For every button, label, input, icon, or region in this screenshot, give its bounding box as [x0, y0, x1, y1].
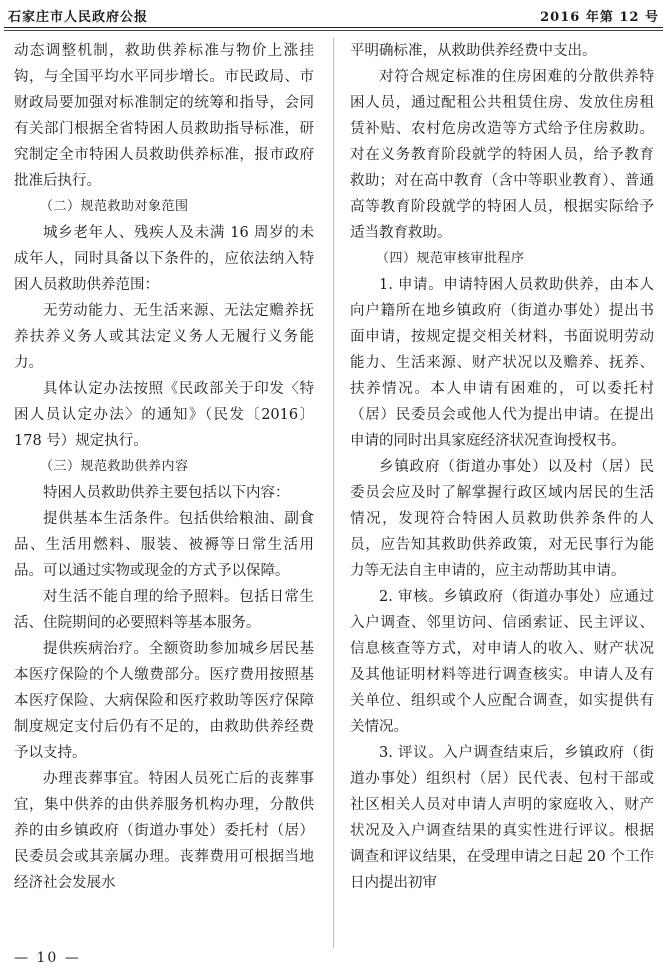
paragraph: 平明确标准，从救助供养经费中支出。: [350, 43, 597, 59]
paragraph: 提供基本生活条件。包括供给粮油、副食品、生活用燃料、服装、被褥等日常生活用品。可以通过实物或现金的方式予以保障。: [14, 511, 314, 579]
right-column: [350, 38, 654, 896]
page-header: [8, 4, 659, 26]
paragraph: 提供疾病治疗。全额资助参加城乡居民基本医疗保险的个人缴费部分。医疗费用按照基本医疗保险、大病保险和医疗救助等医疗保障制度规定支付后仍有不足的，由救助供养经费予以支持。: [14, 641, 314, 761]
paragraph: 1. 申请。申请特困人员救助供养，由本人向户籍所在地乡镇政府（街道办事处）提出书面申请，按规定提交相关材料，书面说明劳动能力、生活来源、财产状况以及赡养、抚养、扶养情况。本人申请有困难的，可以委托村（居）民委员会或他人代为提出申请。在提出申请的同时出具家庭经济状况查询授权书。: [350, 277, 654, 449]
section-heading: （四）规范审核审批程序: [376, 251, 525, 266]
section-heading: （三）规范救助供养内容: [40, 459, 189, 474]
paragraph: 城乡老年人、残疾人及未满 16 周岁的未成年人，同时具备以下条件的，应依法纳入特困人员救助供养范围：: [14, 225, 314, 293]
paragraph: 对符合规定标准的住房困难的分散供养特困人员，通过配租公共租赁住房、发放住房租赁补贴、农村危房改造等方式给予住房救助。对在义务教育阶段就学的特困人员，给予教育救助；对在高中教育（含中等职业教育）、普通高等教育阶段就学的特困人员，根据实际给予适当教育救助。: [350, 69, 654, 241]
left-column: [14, 38, 314, 896]
header-rule: [4, 27, 663, 28]
section-heading: （二）规范救助对象范围: [40, 199, 189, 214]
column-divider: [333, 38, 334, 948]
issue-number: 2016 年第 12 号: [540, 9, 659, 25]
paragraph: 无劳动能力、无生活来源、无法定赡养抚养扶养义务人或其法定义务人无履行义务能力。: [14, 303, 314, 371]
paragraph: 特困人员救助供养主要包括以下内容：: [43, 485, 290, 501]
paragraph: 2. 审核。乡镇政府（街道办事处）应通过入户调查、邻里访问、信函索证、民主评议、信息核查等方式，对申请人的收入、财产状况及其他证明材料等进行调查核实。申请人及有关单位、组织或个人应配合调查，如实提供有关情况。: [350, 589, 654, 735]
page-number: — 10 —: [14, 950, 81, 966]
paragraph: 具体认定办法按照《民政部关于印发〈特困人员认定办法〉的通知》（民发〔2016〕178 号）规定执行。: [14, 381, 314, 449]
header-rule-thin: [4, 30, 663, 31]
paragraph: 3. 评议。入户调查结束后，乡镇政府（街道办事处）组织村（居）民代表、包村干部或社区相关人员对申请人声明的家庭收入、财产状况及入户调查结果的真实性进行评议。根据调查和评议结果，在受理申请之日起 20 个工作日内提出初审: [350, 745, 654, 891]
publication-title: 石家庄市人民政府公报: [8, 9, 149, 25]
paragraph: 办理丧葬事宜。特困人员死亡后的丧葬事宜，集中供养的由供养服务机构办理，分散供养的由乡镇政府（街道办事处）委托村（居）民委员会或其亲属办理。丧葬费用可根据当地经济社会发展水: [14, 771, 314, 891]
paragraph: 对生活不能自理的给予照料。包括日常生活、住院期间的必要照料等基本服务。: [14, 589, 314, 631]
paragraph: 乡镇政府（街道办事处）以及村（居）民委员会应及时了解掌握行政区域内居民的生活情况，发现符合特困人员救助供养条件的人员，应告知其救助供养政策，对无民事行为能力等无法自主申请的，应主动帮助其申请。: [350, 459, 654, 579]
paragraph: 动态调整机制，救助供养标准与物价上涨挂钩，与全国平均水平同步增长。市民政局、市财政局要加强对标准制定的统筹和指导，会同有关部门根据全省特困人员救助指导标准，研究制定全市特困人员救助供养标准，报市政府批准后执行。: [14, 43, 314, 189]
